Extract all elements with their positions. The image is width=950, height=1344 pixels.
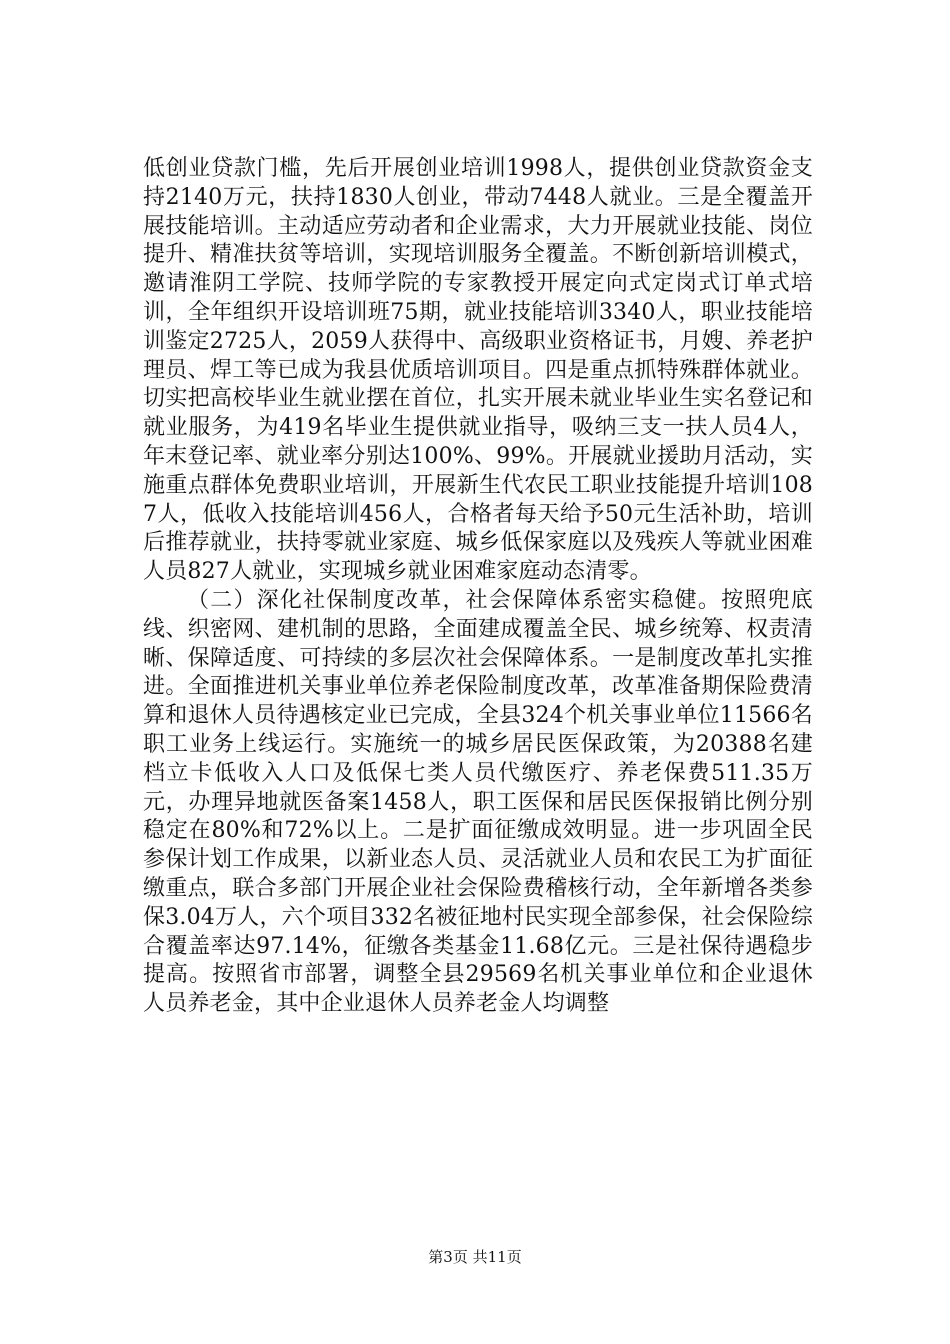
document-body	[143, 155, 813, 1019]
page-footer: 第3页 共11页	[428, 1248, 522, 1266]
paragraph-employment-continued: 低创业贷款门槛，先后开展创业培训1998人，提供创业贷款资金支持2140万元，扶持1830人创业，带动7448人就业。三是全覆盖开展技能培训。主动适应劳动者和企业需求，大力开展就业技能、岗位提升、精准扶贫等培训，实现培训服务全覆盖。不断创新培训模式，邀请淮阴工学院、技师学院的专家教授开展定向式定岗式订单式培训，全年组织开设培训班75期，就业技能培训3340人，职业技能培训鉴定2725人，2059人获得中、高级职业资格证书，月嫂、养老护理员、焊工等已成为我县优质培训项目。四是重点抓特殊群体就业。切实把高校毕业生就业摆在首位，扎实开展未就业毕业生实名登记和就业服务，为419名毕业生提供就业指导，吸纳三支一扶人员4人，年末登记率、就业率分别达100%、99%。开展就业援助月活动，实施重点群体免费职业培训，开展新生代农民工职业技能提升培训1087人，低收入技能培训456人，合格者每天给予50元生活补助，培训后推荐就业，扶持零就业家庭、城乡低保家庭以及残疾人等就业困难人员827人就业，实现城乡就业困难家庭动态清零。	[143, 156, 813, 585]
paragraph-social-security: （二）深化社保制度改革，社会保障体系密实稳健。按照兜底线、织密网、建机制的思路，全面建成覆盖全民、城乡统筹、权责清晰、保障适度、可持续的多层次社会保障体系。一是制度改革扎实推进。全面推进机关事业单位养老保险制度改革，改革准备期保险费清算和退休人员待遇核定业已完成，全县324个机关事业单位11566名职工业务上线运行。实施统一的城乡居民医保政策，为20388名建档立卡低收入人口及低保七类人员代缴医疗、养老保费511.35万元，办理异地就医备案1458人，职工医保和居民医保报销比例分别稳定在80%和72%以上。二是扩面征缴成效明显。进一步巩固全民参保计划工作成果，以新业态人员、灵活就业人员和农民工为扩面征缴重点，联合多部门开展企业社会保险费稽核行动，全年新增各类参保3.04万人，六个项目332名被征地村民实现全部参保，社会保险综合覆盖率达97.14%，征缴各类基金11.68亿元。三是社保待遇稳步提高。按照省市部署，调整全县29569名机关事业单位和企业退休人员养老金，其中企业退休人员养老金人均调整	[143, 587, 813, 1017]
